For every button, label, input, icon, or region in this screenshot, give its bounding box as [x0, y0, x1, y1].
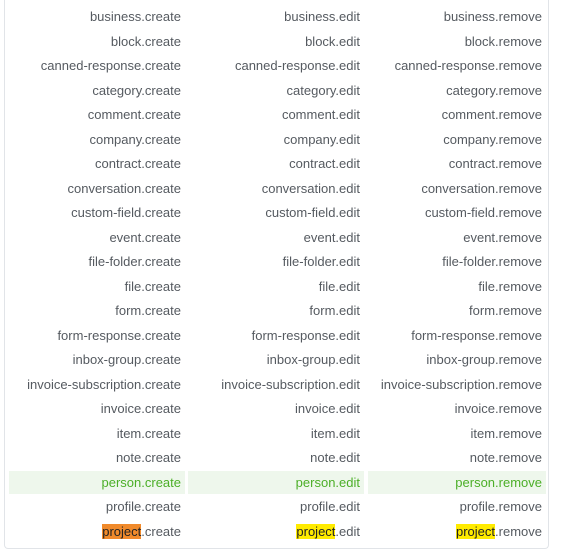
permission-cell-remove[interactable]: invoice-subscription.remove	[380, 376, 542, 392]
permission-cell-remove[interactable]: event.remove	[463, 229, 542, 245]
permission-suffix: .create	[141, 523, 181, 539]
permission-cell-remove[interactable]: note.remove	[469, 450, 542, 465]
permission-cell-remove[interactable]: file-folder.remove	[442, 254, 542, 269]
permission-cell-create[interactable]: custom-field.create	[71, 205, 181, 220]
permission-cell-create[interactable]: invoice-subscription.create	[27, 376, 181, 392]
permission-cell-edit[interactable]: file-folder.edit	[282, 254, 360, 269]
permission-row	[5, 446, 550, 471]
permission-cell-remove[interactable]: item.remove	[470, 425, 542, 441]
permission-cell-edit[interactable]: block.edit	[305, 33, 360, 49]
permission-row	[5, 324, 550, 349]
permission-cell-remove[interactable]: comment.remove	[441, 107, 542, 122]
permission-cell-create[interactable]: item.create	[116, 425, 181, 441]
permission-cell-edit[interactable]: conversation.edit	[261, 180, 360, 196]
permission-cell-edit[interactable]: event.edit	[303, 229, 360, 245]
permission-cell-remove[interactable]: invoice.remove	[454, 401, 542, 416]
permission-cell-edit[interactable]: inbox-group.edit	[266, 352, 360, 367]
permission-cell-create[interactable]: event.create	[109, 229, 181, 245]
permission-cell-create[interactable]: file.create	[124, 278, 181, 294]
permission-cell-create[interactable]: person.create	[9, 471, 185, 494]
permission-cell-remove[interactable]: contract.remove	[448, 156, 542, 171]
permission-row	[5, 348, 550, 373]
search-match: project	[456, 523, 496, 539]
permission-cell-remove[interactable]: block.remove	[464, 33, 542, 49]
permission-cell-create[interactable]: business.create	[89, 9, 181, 24]
permission-row	[5, 250, 550, 275]
permission-row	[5, 152, 550, 177]
permission-cell-edit[interactable]: person.edit	[188, 471, 364, 494]
permission-cell-create[interactable]: comment.create	[87, 107, 181, 122]
permission-cell-remove[interactable]: canned-response.remove	[394, 58, 542, 73]
search-match: project	[296, 523, 336, 539]
permission-cell-edit[interactable]: business.edit	[284, 9, 360, 24]
permission-row-project	[5, 520, 550, 545]
permission-cell-remove[interactable]: form-response.remove	[411, 327, 542, 343]
permission-cell-create[interactable]: form.create	[115, 303, 181, 318]
permission-row	[5, 495, 550, 520]
permission-row	[5, 373, 550, 398]
permission-row	[5, 79, 550, 104]
permission-cell-create[interactable]: company.create	[89, 131, 181, 147]
search-match-current: project	[102, 523, 142, 539]
permission-cell-edit[interactable]: form-response.edit	[251, 327, 360, 343]
permission-cell-create[interactable]: form-response.create	[57, 327, 181, 343]
permission-cell-edit[interactable]: company.edit	[283, 131, 360, 147]
permission-row	[5, 299, 550, 324]
permission-cell-edit[interactable]: custom-field.edit	[265, 205, 360, 220]
permission-row	[5, 226, 550, 251]
permission-cell-edit[interactable]: invoice.edit	[294, 401, 360, 416]
permission-cell-edit[interactable]: file.edit	[318, 278, 360, 294]
permission-cell-edit[interactable]: category.edit	[286, 82, 360, 98]
permission-cell-create[interactable]: category.create	[92, 82, 181, 98]
permission-cell-create[interactable]: inbox-group.create	[72, 352, 181, 367]
permission-row	[5, 471, 550, 496]
permission-suffix: .edit	[335, 523, 360, 539]
permission-cell-remove[interactable]: inbox-group.remove	[426, 352, 542, 367]
permission-row	[5, 275, 550, 300]
permission-cell-create[interactable]: note.create	[115, 450, 181, 465]
permission-cell-edit[interactable]: profile.edit	[300, 499, 360, 514]
permission-cell-project-remove[interactable]	[368, 520, 546, 543]
permission-cell-edit[interactable]: item.edit	[310, 425, 360, 441]
permission-cell-remove[interactable]: profile.remove	[459, 499, 542, 514]
permission-row	[5, 128, 550, 153]
permission-cell-remove[interactable]: file.remove	[478, 278, 542, 294]
permission-cell-edit[interactable]: canned-response.edit	[234, 58, 360, 73]
permission-row	[5, 177, 550, 202]
permission-row	[5, 54, 550, 79]
permission-cell-remove[interactable]: custom-field.remove	[424, 205, 542, 220]
permission-cell-project-create[interactable]	[9, 520, 185, 543]
permission-cell-create[interactable]: contract.create	[95, 156, 181, 171]
permission-cell-edit[interactable]: form.edit	[309, 303, 360, 318]
permission-cell-create[interactable]: invoice.create	[100, 401, 181, 416]
permission-row	[5, 30, 550, 55]
permission-row	[5, 103, 550, 128]
permission-cell-remove[interactable]: person.remove	[368, 471, 546, 494]
permission-cell-edit[interactable]: invoice-subscription.edit	[221, 376, 360, 392]
permission-cell-remove[interactable]: form.remove	[469, 303, 542, 318]
permission-cell-create[interactable]: block.create	[110, 33, 181, 49]
permission-row	[5, 422, 550, 447]
permission-row	[5, 5, 550, 30]
permission-cell-remove[interactable]: business.remove	[443, 9, 542, 24]
permission-cell-remove[interactable]: category.remove	[446, 82, 542, 98]
permission-row	[5, 397, 550, 422]
permission-cell-edit[interactable]: comment.edit	[281, 107, 360, 122]
permission-cell-project-edit[interactable]	[188, 520, 364, 543]
permission-cell-edit[interactable]: note.edit	[310, 450, 360, 465]
permissions-panel	[4, 0, 549, 549]
permission-cell-create[interactable]: profile.create	[105, 499, 181, 514]
permission-cell-create[interactable]: canned-response.create	[40, 58, 181, 73]
permission-row	[5, 201, 550, 226]
permission-cell-create[interactable]: conversation.create	[67, 180, 181, 196]
permission-cell-create[interactable]: file-folder.create	[88, 254, 181, 269]
permission-cell-remove[interactable]: conversation.remove	[421, 180, 542, 196]
permission-cell-edit[interactable]: contract.edit	[289, 156, 360, 171]
permission-cell-remove[interactable]: company.remove	[443, 131, 542, 147]
permission-suffix: .remove	[495, 523, 542, 539]
